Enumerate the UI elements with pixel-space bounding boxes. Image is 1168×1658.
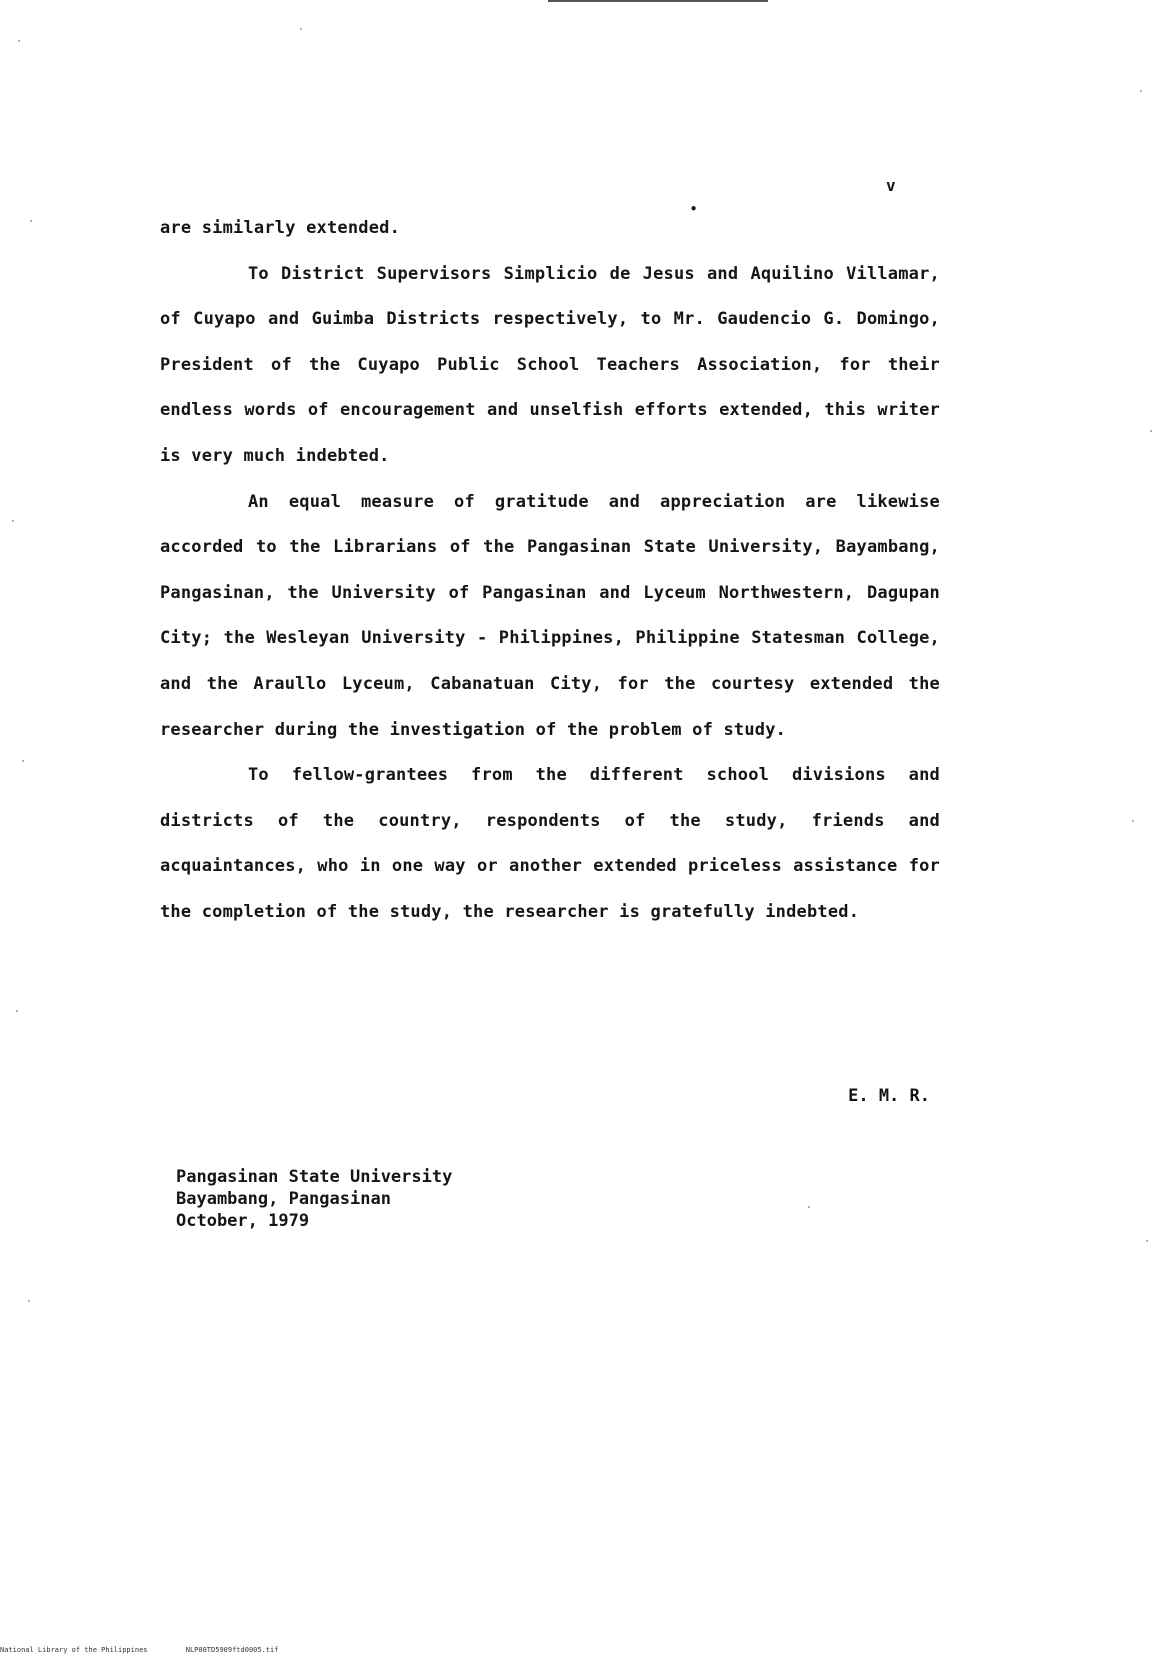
author-initials: E. M. R. <box>848 1086 930 1106</box>
opening-line: are similarly extended. <box>160 218 401 238</box>
scan-speck <box>18 40 20 42</box>
footer-library: National Library of the Philippines <box>0 1646 148 1654</box>
address-block <box>176 1166 452 1232</box>
stray-mark: • <box>690 202 698 216</box>
address-line-institution: Pangasinan State University <box>176 1167 453 1187</box>
acknowledgment-body <box>160 206 940 936</box>
scan-speck <box>808 1206 810 1208</box>
scan-speck <box>12 520 14 522</box>
scan-speck <box>16 1010 18 1012</box>
scan-speck <box>1140 90 1142 92</box>
address-line-place: Bayambang, Pangasinan <box>176 1189 391 1209</box>
scan-speck <box>22 760 24 762</box>
scan-speck <box>1132 820 1134 822</box>
scan-footer <box>0 1646 312 1654</box>
paragraph-supervisors: To District Supervisors Simplicio de Jesus and Aquilino Villamar, of Cuyapo and Guimba Districts respectively, to Mr. Gaudencio G. Domingo, President of the Cuyapo Public School Teachers Association, for their endless words of encouragement and unselfish efforts extended, this writer is very much indebted. <box>160 263 940 466</box>
scan-speck <box>28 1300 30 1302</box>
page-marker: v <box>886 176 896 195</box>
paragraph-fellow-grantees: To fellow-grantees from the different school divisions and districts of the country, respondents of the study, friends and acquaintances, who in one way or another extended priceless assistance for the completion of the study, the researcher is gratefully indebted. <box>160 765 940 922</box>
paragraph-librarians: An equal measure of gratitude and appreciation are likewise accorded to the Librarians of the Pangasinan State University, Bayambang, Pangasinan, the University of Pangasinan and Lyceum Northwestern, Dagupan City; the Wesleyan University - Philippines, Philippine Statesman College, and the Araullo Lyceum, Cabanatuan City, for the courtesy extended the researcher during the investigation of the problem of study. <box>160 491 940 740</box>
scan-speck <box>1150 430 1152 432</box>
scan-edge-line <box>548 0 768 2</box>
scan-speck <box>1146 1240 1148 1242</box>
address-line-date: October, 1979 <box>176 1211 310 1231</box>
footer-file-id: NLP00TD5909ftd0005.tif <box>185 1646 279 1654</box>
scan-speck <box>300 28 302 30</box>
scan-speck <box>30 220 32 222</box>
